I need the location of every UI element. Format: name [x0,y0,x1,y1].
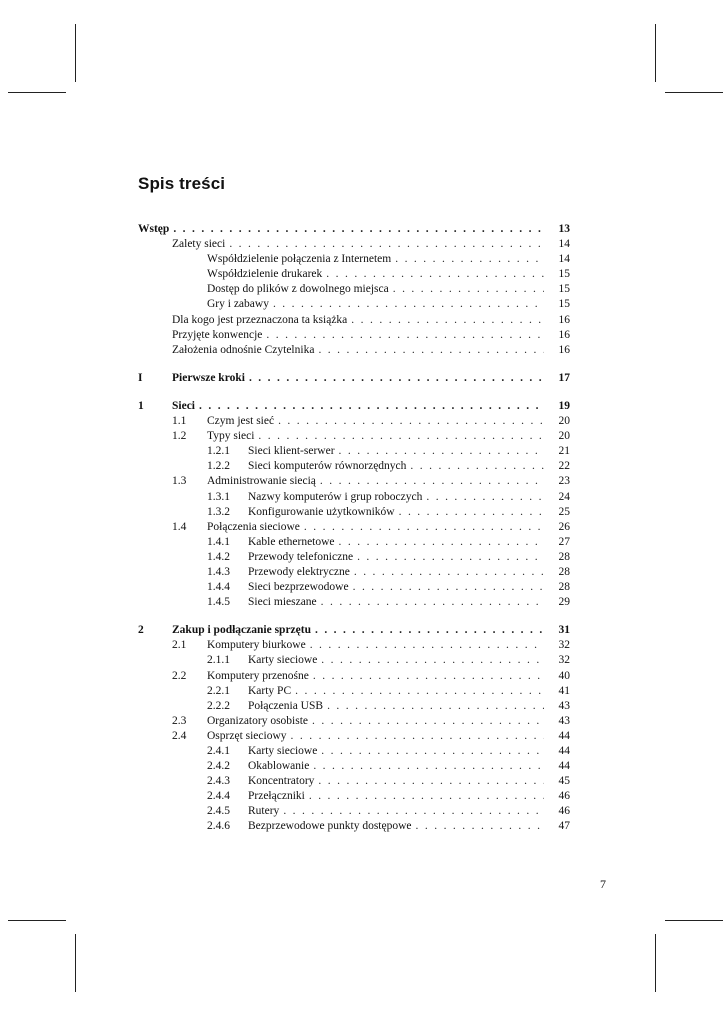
dot-leader [295,684,544,699]
dot-leader [351,313,544,328]
toc-entry [138,653,570,668]
toc-entry [138,252,570,267]
dot-leader [321,653,544,668]
toc-entry-page: 32 [558,654,570,667]
toc-entry [138,414,570,429]
toc-entry-title: Kable ethernetowe [248,535,335,548]
toc-entry [138,313,570,328]
dot-leader [173,222,544,237]
dot-leader [318,774,544,789]
toc-entry-page: 21 [558,445,570,458]
toc-entry-title: Organizatory osobiste [207,714,309,727]
toc-entry-page: 16 [558,328,570,341]
toc-entry-number: 2.4.5 [207,805,230,818]
toc-entry-page: 23 [558,475,570,488]
toc-entry [138,520,570,535]
toc-entry-title: Gry i zabawy [207,298,269,311]
toc-entry-page: 47 [558,820,570,833]
toc-entry-title: Osprzęt sieciowy [207,729,287,742]
dot-leader [410,459,544,474]
toc-entry [138,399,570,414]
toc-entry-number: 1.4 [172,520,187,533]
toc-entry-title: Sieci komputerów równorzędnych [248,460,407,473]
toc-entry-page: 44 [558,745,570,757]
toc-entry-title: Bezprzewodowe punkty dostępowe [248,820,412,833]
toc-entry-page: 15 [558,298,570,311]
toc-entry-title: Współdzielenie drukarek [207,268,323,281]
dot-leader [321,744,544,759]
toc-entry [138,429,570,444]
toc-entry-number: 1.4.3 [207,565,230,578]
crop-mark [655,24,656,82]
toc-entry [138,684,570,699]
toc-entry-number: 2.2.1 [207,684,230,697]
dot-leader [249,371,544,386]
toc-entry [138,459,570,474]
toc-entry-title: Koncentratory [248,775,315,788]
toc-entry-number: 1.4.4 [207,581,230,594]
toc-entry [138,565,570,580]
toc-entry-page: 44 [558,729,570,742]
toc-entry [138,669,570,684]
toc-entry-page: 20 [558,430,570,443]
dot-leader [318,343,544,358]
toc-entry [138,444,570,459]
dot-leader [393,282,544,297]
toc-entry-page: 15 [558,268,570,281]
toc-entry-title: Dla kogo jest przeznaczona ta książka [172,313,348,326]
toc-entry [138,580,570,595]
toc-entry-title: Konfigurowanie użytkowników [248,505,395,518]
dot-leader [310,638,544,653]
toc-entry [138,744,570,759]
toc-entry-title: Przewody telefoniczne [248,550,354,563]
dot-leader [309,789,544,804]
toc-entry-number: 1.3.1 [207,490,230,503]
toc-entry-number: 1.4.2 [207,550,230,563]
toc-entry [138,237,570,252]
toc-entry [138,638,570,653]
toc-entry [138,699,570,714]
toc-entry-page: 27 [558,535,570,548]
dot-leader [321,595,544,610]
toc-entry-number: 1.2.1 [207,445,230,458]
toc-entry-page: 45 [558,775,570,788]
toc-entry-title: Czym jest sieć [207,415,275,428]
crop-mark [655,934,656,992]
toc-entry-page: 16 [558,313,570,326]
toc-entry [138,774,570,789]
dot-leader [339,535,544,550]
toc-entry-page: 31 [558,624,570,637]
dot-leader [266,328,544,343]
toc-entry-page: 28 [558,581,570,594]
toc-entry-title: Założenia odnośnie Czytelnika [172,343,315,356]
toc-entry-title: Administrowanie siecią [207,475,316,488]
toc-entry-number: I [138,371,143,384]
toc-entry [138,371,570,386]
toc-entry [138,804,570,819]
toc-entry-title: Okablowanie [248,760,310,773]
toc-entry-number: 2 [138,624,144,637]
toc-entry [138,343,570,358]
toc-entry-page: 22 [558,460,570,473]
toc-entry-number: 1.3 [172,475,187,488]
toc-entry-number: 2.4.4 [207,790,230,803]
crop-mark [665,92,723,93]
toc-entry-page: 13 [558,223,570,235]
toc-entry-title: Sieci bezprzewodowe [248,581,349,594]
toc-entry-page: 28 [558,565,570,578]
dot-leader [326,267,544,282]
toc-entry-title: Dostęp do plików z dowolnego miejsca [207,283,389,296]
dot-leader [353,580,544,595]
toc-entry-number: 2.2 [172,669,187,682]
toc-entry-title: Karty PC [248,684,292,697]
toc-entry-number: 1 [138,399,144,412]
crop-mark [8,920,66,921]
toc-entry-number: 1.2 [172,430,187,443]
toc-entry-title: Karty sieciowe [248,745,318,757]
toc-entry-title: Połączenia sieciowe [207,520,300,533]
toc-entry-number: 2.4.6 [207,820,230,833]
toc-entry [138,222,570,237]
toc-entry [138,505,570,520]
toc-entry-page: 43 [558,714,570,727]
toc-entry-page: 15 [558,283,570,296]
toc-entry [138,819,570,834]
toc-entry-number: 2.3 [172,714,187,727]
toc-entry-page: 17 [558,371,570,384]
toc-entry [138,623,570,638]
toc-entry [138,595,570,610]
toc-entry [138,328,570,343]
toc-entry-number: 2.1.1 [207,654,230,667]
dot-leader [354,565,544,580]
toc-entry-title: Komputery biurkowe [207,639,306,652]
dot-leader [416,819,544,834]
dot-leader [199,399,544,414]
toc-entry-number: 2.4 [172,729,187,742]
toc-entry-number: 1.1 [172,415,187,428]
toc-entry-number: 2.4.2 [207,760,230,773]
toc-entry-title: Wstęp [138,223,170,235]
toc-entry-number: 2.2.2 [207,699,230,712]
toc-entry [138,550,570,565]
dot-leader [229,237,544,252]
toc-entry-title: Sieci klient-serwer [248,445,335,458]
toc-entry-page: 44 [558,760,570,773]
page-number: 7 [600,877,606,891]
toc-entry-page: 46 [558,805,570,818]
toc-entry-page: 29 [558,596,570,609]
toc-entry-title: Typy sieci [207,430,255,443]
toc-entry-title: Sieci [172,399,195,412]
toc-entry-number: 1.4.1 [207,535,230,548]
dot-leader [278,414,544,429]
toc-entry-page: 32 [558,639,570,652]
toc-entry-title: Karty sieciowe [248,654,318,667]
dot-leader [304,520,544,535]
dot-leader [258,429,544,444]
dot-leader [320,474,544,489]
dot-leader [399,505,544,520]
toc-entry-page: 19 [558,399,570,412]
toc-entry-number: 1.3.2 [207,505,230,518]
toc-entry-title: Rutery [248,805,280,818]
toc-entry-title: Połączenia USB [248,699,324,712]
toc-entry-title: Sieci mieszane [248,596,317,609]
crop-mark [75,24,76,82]
toc-entry-title: Przewody elektryczne [248,565,350,578]
toc-entry-title: Współdzielenie połączenia z Internetem [207,253,392,266]
toc-entry [138,282,570,297]
dot-leader [273,297,544,312]
dot-leader [313,669,544,684]
crop-mark [75,934,76,992]
toc-entry-title: Zakup i podłączanie sprzętu [172,624,311,637]
toc-entry-title: Nazwy komputerów i grup roboczych [248,490,423,503]
toc-entry-page: 41 [558,684,570,697]
toc-entry-page: 25 [558,505,570,518]
toc-entry [138,714,570,729]
dot-leader [291,729,544,744]
toc-entry-page: 26 [558,520,570,533]
toc-entry [138,490,570,505]
toc-entry-page: 20 [558,415,570,428]
dot-leader [313,759,544,774]
toc-entry-page: 16 [558,343,570,356]
toc-entry [138,759,570,774]
dot-leader [327,699,544,714]
toc-entry-number: 2.4.3 [207,775,230,788]
toc-entry [138,729,570,744]
toc-entry-title: Przyjęte konwencje [172,328,263,341]
toc-entry-title: Przełączniki [248,790,305,803]
page-title: Spis treści [138,174,226,193]
crop-mark [8,92,66,93]
toc-entry [138,297,570,312]
toc-entry-page: 43 [558,699,570,712]
dot-leader [395,252,544,267]
toc-entry-title: Komputery przenośne [207,669,309,682]
toc-entry-number: 2.1 [172,639,187,652]
toc-entry [138,474,570,489]
toc-entry [138,267,570,282]
toc-entry-title: Zalety sieci [172,238,226,251]
toc-entry-number: 1.2.2 [207,460,230,473]
dot-leader [315,623,544,638]
toc-entry-page: 40 [558,669,570,682]
toc-entry-title: Pierwsze kroki [172,371,245,384]
crop-mark [665,920,723,921]
dot-leader [312,714,544,729]
toc-entry-number: 1.4.5 [207,596,230,609]
toc-entry-page: 24 [558,490,570,503]
toc-entry-number: 2.4.1 [207,745,230,757]
dot-leader [357,550,544,565]
dot-leader [426,490,544,505]
toc-entry [138,535,570,550]
toc-entry [138,789,570,804]
dot-leader [339,444,544,459]
toc-entry-page: 28 [558,550,570,563]
table-of-contents [138,222,570,835]
toc-entry-page: 46 [558,790,570,803]
toc-entry-page: 14 [558,238,570,251]
dot-leader [283,804,544,819]
toc-entry-page: 14 [558,253,570,266]
